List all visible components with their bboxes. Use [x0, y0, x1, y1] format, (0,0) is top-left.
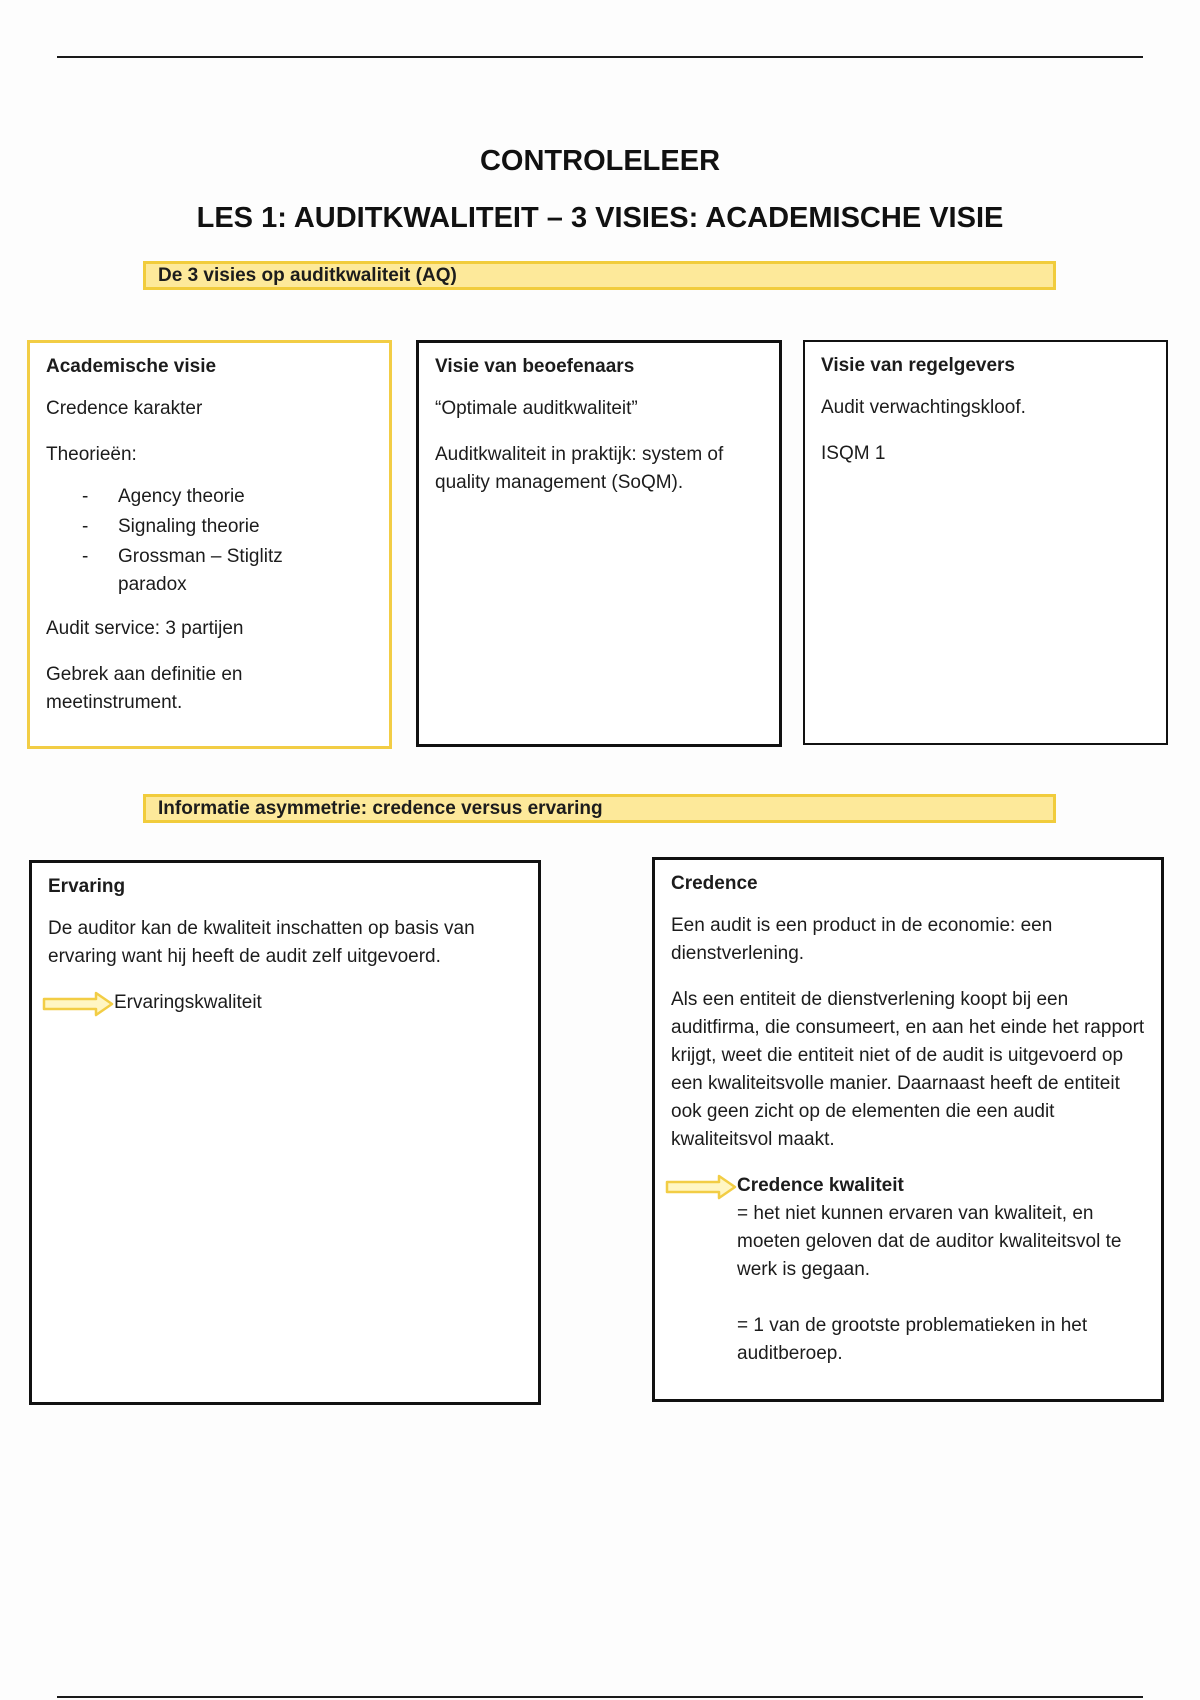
box-text: ISQM 1: [821, 443, 886, 464]
box-heading: Academische visie: [46, 356, 217, 377]
theory-list: [46, 483, 373, 599]
academische-visie-box: [27, 340, 392, 749]
arrow-row: [48, 989, 522, 1017]
visie-beoefenaars-box: [416, 340, 782, 747]
box-text: Als een entiteit de dienstverlening koopt bij een auditfirma, die consumeert, en aan het einde het rapport krijgt, weet die entiteit niet of de audit is uitgevoerd op een kwaliteitsvolle manier. Daarnaast heeft de entiteit ook geen zicht op de elementen die een audit kwaliteitsvol maakt.: [671, 989, 1145, 1150]
page-title: CONTROLELEER: [479, 145, 721, 177]
box-text: Audit service: 3 partijen: [46, 618, 244, 639]
page-subtitle: LES 1: AUDITKWALITEIT – 3 VISIES: ACADEMISCHE VISIE: [196, 202, 1004, 234]
bullet-dash: -: [82, 516, 89, 537]
definition-text: = 1 van de grootste problematieken in het auditberoep.: [737, 1315, 1088, 1364]
box-text: Audit verwachtingskloof.: [821, 397, 1026, 418]
bullet-dash: -: [82, 546, 89, 567]
box-heading: Visie van regelgevers: [821, 355, 1015, 376]
bullet-dash: -: [82, 486, 89, 507]
box-text: Theorieën:: [46, 444, 137, 465]
box-text: Credence karakter: [46, 398, 203, 419]
right-arrow-icon: [42, 991, 114, 1017]
ervaring-box: [29, 860, 541, 1405]
top-rule: [57, 56, 1143, 58]
arrow-row: [671, 1172, 1145, 1368]
arrow-label: Ervaringskwaliteit: [114, 992, 262, 1013]
bottom-rule: [57, 1696, 1143, 1698]
box-text: “Optimale auditkwaliteit”: [435, 398, 638, 419]
box-heading: Ervaring: [48, 876, 126, 897]
section-banner-visies: De 3 visies op auditkwaliteit (AQ): [143, 261, 1056, 290]
definition-text: = het niet kunnen ervaren van kwaliteit, en moeten geloven dat de auditor kwaliteitsvol te werk is gegaan.: [737, 1203, 1122, 1280]
box-heading: Credence: [671, 873, 758, 894]
box-heading: Visie van beoefenaars: [435, 356, 635, 377]
credence-box: [652, 857, 1164, 1402]
box-text: Auditkwaliteit in praktijk: system of quality management (SoQM).: [435, 444, 724, 493]
list-item: - Grossman – Stiglitz paradox: [46, 543, 373, 599]
list-item: - Agency theorie: [46, 483, 373, 511]
box-text: De auditor kan de kwaliteit inschatten op basis van ervaring want hij heeft de audit zelf uitgevoerd.: [48, 918, 475, 967]
arrow-label: Credence kwaliteit: [737, 1175, 904, 1196]
right-arrow-icon: [665, 1174, 737, 1200]
visie-regelgevers-box: [803, 340, 1168, 745]
box-text: Gebrek aan definitie en meetinstrument.: [46, 664, 243, 713]
box-text: Een audit is een product in de economie: een dienstverlening.: [671, 915, 1053, 964]
list-item: - Signaling theorie: [46, 513, 373, 541]
section-banner-informatie: Informatie asymmetrie: credence versus ervaring: [143, 794, 1056, 823]
